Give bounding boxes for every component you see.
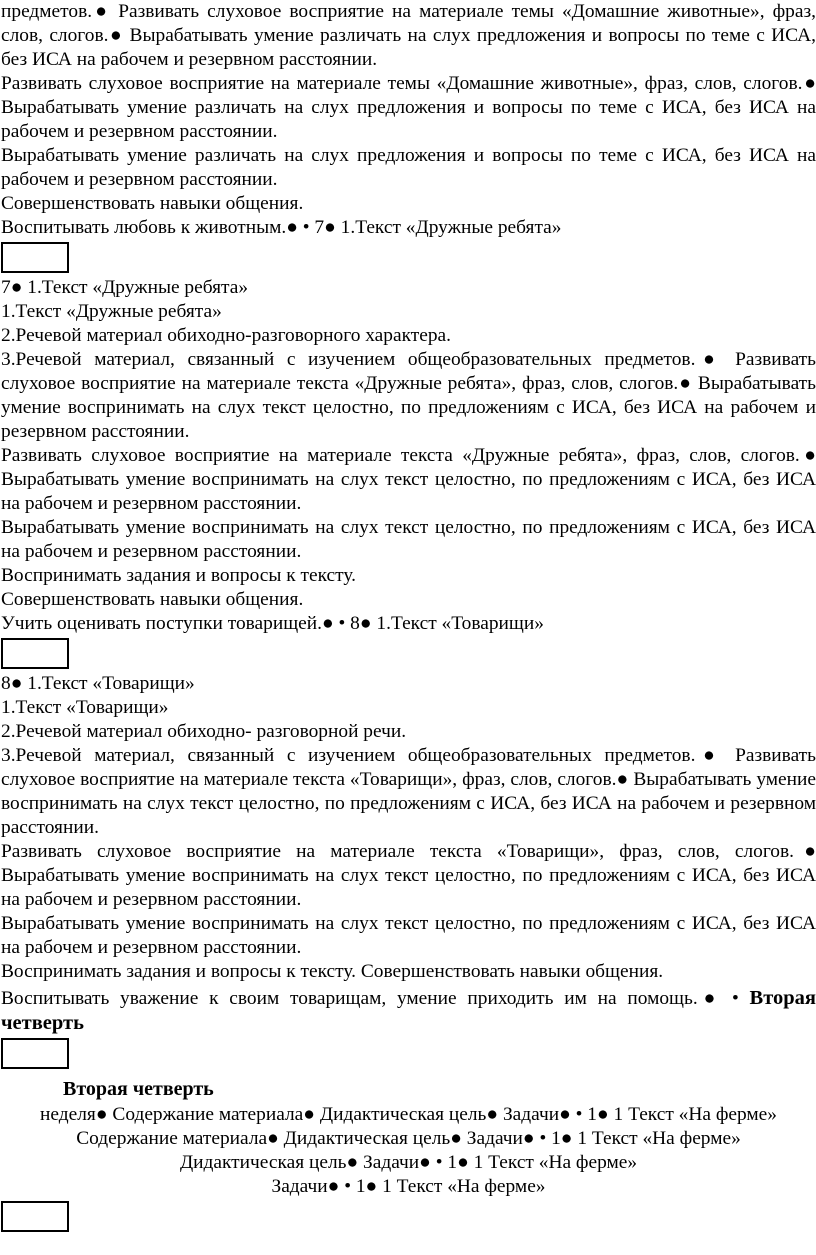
paragraph: Развивать слуховое восприятие на материале текста «Дружные ребята», фраз, слов, слогов.● Вырабатывать умение воспринимать на слух текст целостно, по предложениям с ИСА, без ИСА на рабочем и резервном расстоянии. xyxy=(1,445,816,514)
paragraph: предметов.● Развивать слуховое восприятие на материале темы «Домашние животные», фраз, слов, слогов.● Вырабатывать умение различать на слух предложения и вопросы по теме с ИСА, без ИСА на рабочем и резервном расстоянии. xyxy=(1,1,816,70)
table-header-line: неделя● Содержание материала● Дидактическая цель● Задачи● • 1● 1 Текст «На ферме» xyxy=(40,1104,777,1125)
paragraph: Учить оценивать поступки товарищей.● • 8● 1.Текст «Товарищи» xyxy=(1,613,544,634)
empty-table-cell xyxy=(1,638,69,669)
paragraph: Совершенствовать навыки общения. xyxy=(1,589,304,610)
section-heading: Вторая четверть xyxy=(63,1078,214,1100)
paragraph xyxy=(1,986,816,1036)
paragraph: Вырабатывать умение воспринимать на слух текст целостно, по предложениям с ИСА, без ИСА на рабочем и резервном расстоянии. xyxy=(1,913,816,958)
paragraph: Воспринимать задания и вопросы к тексту. xyxy=(1,565,356,586)
paragraph: Развивать слуховое восприятие на материале текста «Товарищи», фраз, слов, слогов.● Вырабатывать умение воспринимать на слух текст целостно, по предложениям с ИСА, без ИСА на рабочем и резервном расстоянии. xyxy=(1,841,816,910)
paragraph: 7● 1.Текст «Дружные ребята» xyxy=(1,277,249,298)
empty-table-cell xyxy=(1,1201,69,1232)
paragraph: 1.Текст «Товарищи» xyxy=(1,697,169,718)
paragraph: 8● 1.Текст «Товарищи» xyxy=(1,673,195,694)
quarter-title-inline: Вторая четверть xyxy=(1,987,816,1034)
empty-table-cell xyxy=(1,242,69,273)
paragraph: Вырабатывать умение различать на слух предложения и вопросы по теме с ИСА, без ИСА на рабочем и резервном расстоянии. xyxy=(1,145,816,190)
paragraph: Вырабатывать умение воспринимать на слух текст целостно, по предложениям с ИСА, без ИСА на рабочем и резервном расстоянии. xyxy=(1,517,816,562)
paragraph: 1.Текст «Дружные ребята» xyxy=(1,301,222,322)
table-header-line: Задачи● • 1● 1 Текст «На ферме» xyxy=(271,1176,546,1197)
paragraph-text: Воспитывать уважение к своим товарищам, умение приходить им на помощь.● • xyxy=(1,988,750,1009)
paragraph: Воспитывать любовь к животным.● • 7● 1.Текст «Дружные ребята» xyxy=(1,217,562,238)
paragraph: 3.Речевой материал, связанный с изучением общеобразовательных предметов.● Развивать слуховое восприятие на материале текста «Товарищи», фраз, слов, слогов.● Вырабатывать умение воспринимать на слух текст целостно, по предложениям с ИСА, без ИСА на рабочем и резервном расстоянии. xyxy=(1,745,816,838)
paragraph: Развивать слуховое восприятие на материале темы «Домашние животные», фраз, слов, слогов.● Вырабатывать умение различать на слух предложения и вопросы по теме с ИСА, без ИСА на рабочем и резервном расстоянии. xyxy=(1,73,816,142)
empty-table-cell xyxy=(1,1038,69,1069)
paragraph: 2.Речевой материал обиходно-разговорного характера. xyxy=(1,325,451,346)
paragraph: 3.Речевой материал, связанный с изучением общеобразовательных предметов.● Развивать слуховое восприятие на материале текста «Дружные ребята», фраз, слов, слогов.● Вырабатывать умение воспринимать на слух текст целостно, по предложениям с ИСА, без ИСА на рабочем и резервном расстоянии. xyxy=(1,349,816,442)
table-header-line: Содержание материала● Дидактическая цель● Задачи● • 1● 1 Текст «На ферме» xyxy=(76,1128,741,1149)
paragraph: Воспринимать задания и вопросы к тексту. Совершенствовать навыки общения. xyxy=(1,961,664,982)
paragraph: Совершенствовать навыки общения. xyxy=(1,193,304,214)
paragraph: 2.Речевой материал обиходно- разговорной речи. xyxy=(1,721,407,742)
table-header-line: Дидактическая цель● Задачи● • 1● 1 Текст «На ферме» xyxy=(179,1152,638,1173)
